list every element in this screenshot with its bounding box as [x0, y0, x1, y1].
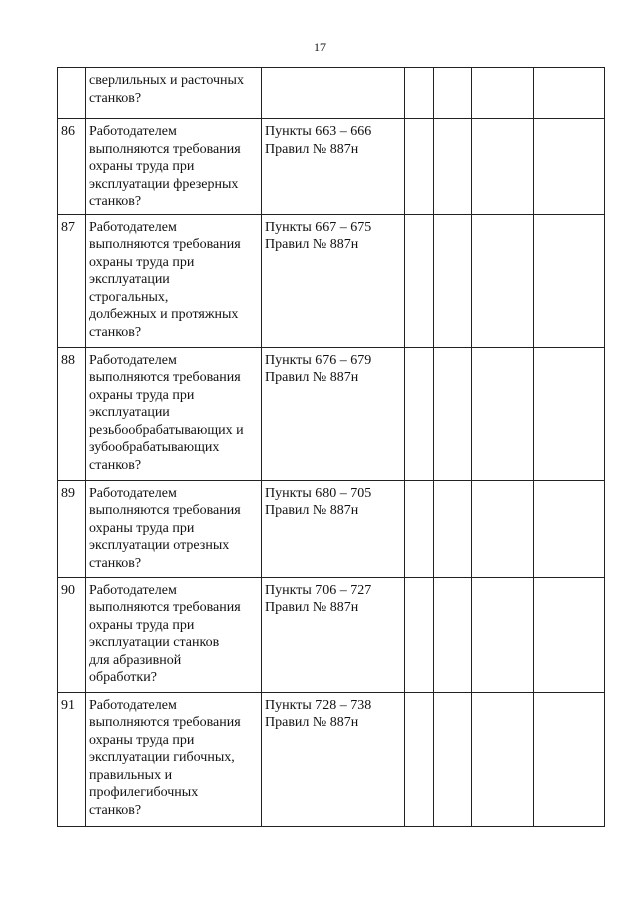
requirement-question: сверлильных и расточных станков? — [86, 68, 262, 119]
checklist-table — [57, 67, 605, 827]
legal-reference: Пункты 728 – 738 Правил № 887н — [262, 692, 405, 826]
legal-reference: Пункты 663 – 666 Правил № 887н — [262, 119, 405, 215]
answer-cell-no — [434, 119, 472, 215]
answer-cell-not-applicable — [472, 480, 534, 577]
row-number: 87 — [58, 214, 86, 347]
table-row — [58, 119, 605, 215]
answer-cell-yes — [405, 68, 434, 119]
legal-reference: Пункты 667 – 675 Правил № 887н — [262, 214, 405, 347]
answer-cell-yes — [405, 692, 434, 826]
answer-cell-not-applicable — [472, 68, 534, 119]
answer-cell-yes — [405, 214, 434, 347]
requirement-question: Работодателем выполняются требования охраны труда при эксплуатации станков для абразивной обработки? — [86, 577, 262, 692]
legal-reference: Пункты 676 – 679 Правил № 887н — [262, 347, 405, 480]
answer-cell-no — [434, 480, 472, 577]
legal-reference: Пункты 680 – 705 Правил № 887н — [262, 480, 405, 577]
notes-cell — [534, 480, 605, 577]
answer-cell-not-applicable — [472, 347, 534, 480]
answer-cell-yes — [405, 480, 434, 577]
notes-cell — [534, 68, 605, 119]
row-number: 86 — [58, 119, 86, 215]
answer-cell-no — [434, 577, 472, 692]
row-number: 91 — [58, 692, 86, 826]
row-number: 90 — [58, 577, 86, 692]
table-row — [58, 480, 605, 577]
row-number: 88 — [58, 347, 86, 480]
answer-cell-not-applicable — [472, 577, 534, 692]
row-number — [58, 68, 86, 119]
notes-cell — [534, 347, 605, 480]
page-number: 17 — [314, 40, 326, 54]
requirement-question: Работодателем выполняются требования охраны труда при эксплуатации строгальных, долбежных и протяжных станков? — [86, 214, 262, 347]
table-row — [58, 692, 605, 826]
answer-cell-not-applicable — [472, 692, 534, 826]
table-row — [58, 347, 605, 480]
answer-cell-no — [434, 68, 472, 119]
notes-cell — [534, 692, 605, 826]
legal-reference — [262, 68, 405, 119]
requirement-question: Работодателем выполняются требования охраны труда при эксплуатации гибочных, правильных и профилегибочных станков? — [86, 692, 262, 826]
requirement-question: Работодателем выполняются требования охраны труда при эксплуатации фрезерных станков? — [86, 119, 262, 215]
answer-cell-not-applicable — [472, 119, 534, 215]
legal-reference: Пункты 706 – 727 Правил № 887н — [262, 577, 405, 692]
answer-cell-yes — [405, 347, 434, 480]
requirement-question: Работодателем выполняются требования охраны труда при эксплуатации резьбообрабатывающих и зубообрабатывающих станков? — [86, 347, 262, 480]
answer-cell-no — [434, 347, 472, 480]
row-number: 89 — [58, 480, 86, 577]
answer-cell-yes — [405, 119, 434, 215]
table-row — [58, 68, 605, 119]
table-row — [58, 214, 605, 347]
table-row — [58, 577, 605, 692]
notes-cell — [534, 577, 605, 692]
notes-cell — [534, 119, 605, 215]
answer-cell-no — [434, 692, 472, 826]
answer-cell-not-applicable — [472, 214, 534, 347]
requirement-question: Работодателем выполняются требования охраны труда при эксплуатации отрезных станков? — [86, 480, 262, 577]
answer-cell-no — [434, 214, 472, 347]
answer-cell-yes — [405, 577, 434, 692]
notes-cell — [534, 214, 605, 347]
